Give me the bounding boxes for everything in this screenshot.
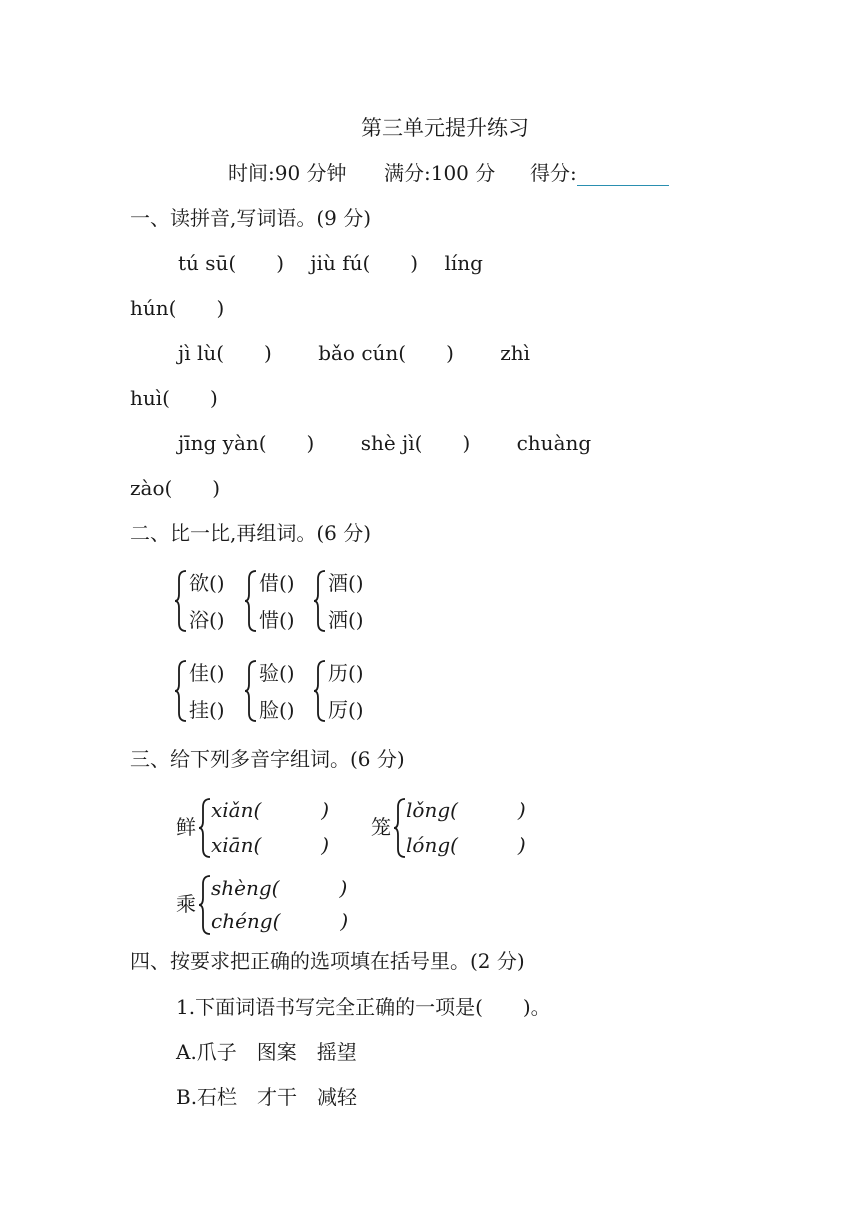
page-title: 第三单元提升练习 [361,116,529,140]
brace-icon [313,659,327,723]
q3-item-2-bottom: lóng( ) [406,833,526,857]
score-label-text: 得分: [530,161,577,185]
brace-icon [174,659,188,723]
q2-group-3-bottom: 洒() [328,608,364,632]
q1-line1: tú sū( ) jiù fú( ) líng [178,251,483,275]
q2-group-6-bottom: 厉() [328,698,364,722]
q2-group-5-top: 验() [259,661,295,685]
brace-icon [244,569,258,633]
q1-line2: jì lù( ) bǎo cún( ) zhì [178,341,531,365]
q2-group-2-bottom: 惜() [259,608,295,632]
q4-question: 1.下面词语书写完全正确的一项是( )。 [176,995,551,1019]
q2-group-4-bottom: 挂() [189,698,225,722]
q2-group-3-top: 酒() [328,571,364,595]
q1-line1b: hún( ) [130,296,225,320]
q4-option-b[interactable]: B.石栏 才干 减轻 [176,1085,358,1109]
score-label [530,160,669,186]
q1-line3: jīng yàn( ) shè jì( ) chuàng [178,431,592,455]
q2-group-1-top: 欲() [189,571,225,595]
q3-item-2-top: lǒng( ) [406,798,526,822]
q1-line2b: huì( ) [130,386,218,410]
q3-item-3-top: shèng( ) [211,876,348,900]
q2-heading: 二、比一比,再组词。(6 分) [130,521,372,545]
brace-icon [198,797,212,859]
brace-icon [198,874,212,936]
q2-group-1-bottom: 浴() [189,608,225,632]
q2-group-4-top: 佳() [189,661,225,685]
q1-line3b: zào( ) [130,476,221,500]
score-blank[interactable] [577,163,669,186]
q1-heading: 一、读拼音,写词语。(9 分) [130,206,372,230]
q2-group-2-top: 借() [259,571,295,595]
q3-heading: 三、给下列多音字组词。(6 分) [130,747,405,771]
q2-group-6-top: 历() [328,661,364,685]
brace-icon [174,569,188,633]
brace-icon [313,569,327,633]
q4-heading: 四、按要求把正确的选项填在括号里。(2 分) [130,949,525,973]
q2-group-5-bottom: 脸() [259,698,295,722]
q3-item-3-char: 乘 [176,892,196,916]
q3-item-1-char: 鲜 [176,815,196,839]
q3-item-1-top: xiǎn( ) [211,798,330,822]
q3-item-3-bottom: chéng( ) [211,909,349,933]
full-score: 满分:100 分 [384,161,496,185]
q4-option-a[interactable]: A.爪子 图案 摇望 [176,1040,357,1064]
exam-time: 时间:90 分钟 [228,161,347,185]
brace-icon [244,659,258,723]
q3-item-2-char: 笼 [371,815,391,839]
brace-icon [393,797,407,859]
q3-item-1-bottom: xiān( ) [211,833,330,857]
